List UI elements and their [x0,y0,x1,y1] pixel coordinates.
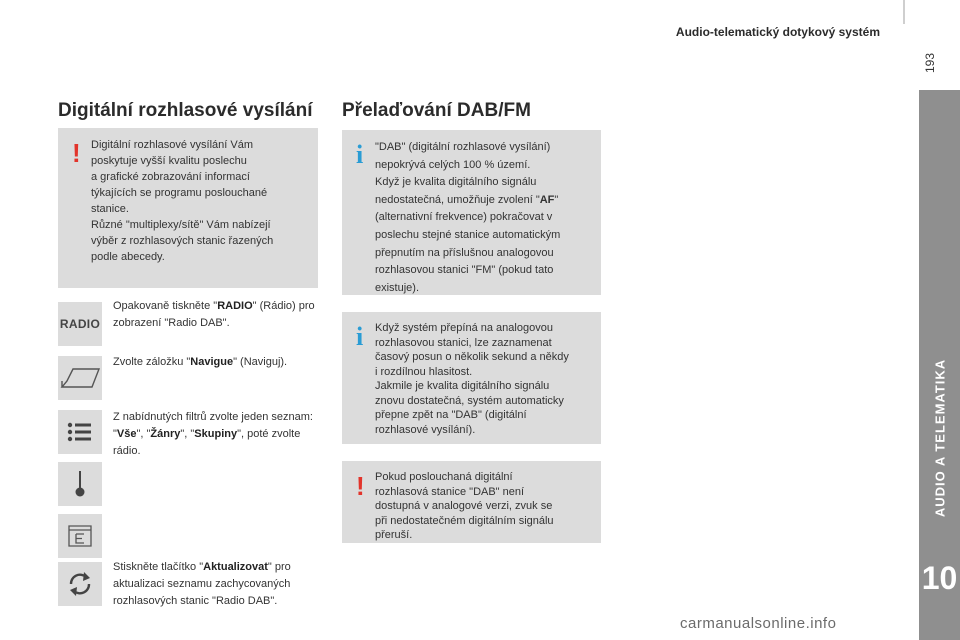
tune-select-icon [58,462,102,506]
list-view-icon [58,514,102,558]
watermark: carmanualsonline.info [680,615,837,632]
info-note-text: "DAB" (digitální rozhlasové vysílání) nepokrývá celých 100 % území. Když je kvalita digitálního signálu nedostatečná, umožňuje zvolení "AF" (alternativní frekvence) pokračovat v poslechu stejné stanice automatickým přepnutím na příslušnou analogovou rozhlasovou stanici "FM" (pokud tato existuje). [375,141,561,294]
warning-note-digital-radio [58,128,318,288]
radio-button-icon [58,302,102,346]
update-arrows-icon [65,569,95,599]
warning-note-no-analog [342,461,601,543]
navigate-tab-icon [58,356,102,400]
header-divider [903,0,905,24]
chapter-number: 10 [921,560,958,596]
info-note-text: Když systém přepíná na analogovou rozhlasovou stanici, lze zaznamenat časový posun o několik sekund a někdy i rozdílnou hlasitost. Jakmile je kvalita digitálního signálu znovu dostatečná, systém automaticky přepne zpět na "DAB" (digitální rozhlasové vysílání). [375,322,569,436]
step-press-update: Stiskněte tlačítko "Aktualizovat" pro aktualizaci seznamu zachycovaných rozhlasových stanic "Radio DAB". [113,561,291,607]
info-icon: i [356,322,364,351]
page-number: 193 [923,52,937,74]
warning-exclamation-icon: ! [356,471,365,501]
document-e-icon [65,523,95,549]
step-select-navigate-tab: Zvolte záložku "Navigue" (Naviguj). [113,356,288,368]
chapter-label [913,328,960,548]
section-title-dab-fm: Přelaďování DAB/FM [342,100,531,121]
warning-note-text: Digitální rozhlasové vysílání Vám poskytuje vyšší kvalitu poslechu a grafické zobrazování informací týkajících se programu poslouchané stanice. Různé "multiplexy/sítě" Vám nabízejí výběr z rozhlasových stanic řazených podle abecedy. [91,139,274,263]
tab-shape-icon [59,363,101,393]
info-icon: i [356,140,364,169]
warning-note-text: Pokud poslouchaná digitální rozhlasová stanice "DAB" není dostupná v analogové verzi, zvuk se při nedostatečném digitálním signálu přeruší. [375,471,554,541]
info-note-analog-switch [342,312,601,444]
step-choose-filter: Z nabídnutých filtrů zvolte jeden seznam: "Vše", "Žánry", "Skupiny", poté zvolte rádio. [113,411,313,457]
running-header: Audio-telematický dotykový systém [675,25,880,39]
section-title-digital-radio: Digitální rozhlasové vysílání [58,100,313,121]
list-filter-icon [58,410,102,454]
chapter-label-text: AUDIO A TELEMATIKA [932,358,948,518]
info-note-dab-coverage [342,130,601,295]
refresh-icon [58,562,102,606]
bulleted-list-icon [67,421,93,443]
warning-exclamation-icon: ! [72,138,81,168]
radio-label: RADIO [59,317,101,331]
tuning-needle-icon [70,469,90,499]
step-press-radio: Opakovaně tiskněte "RADIO" (Rádio) pro zobrazení "Radio DAB". [113,300,315,329]
